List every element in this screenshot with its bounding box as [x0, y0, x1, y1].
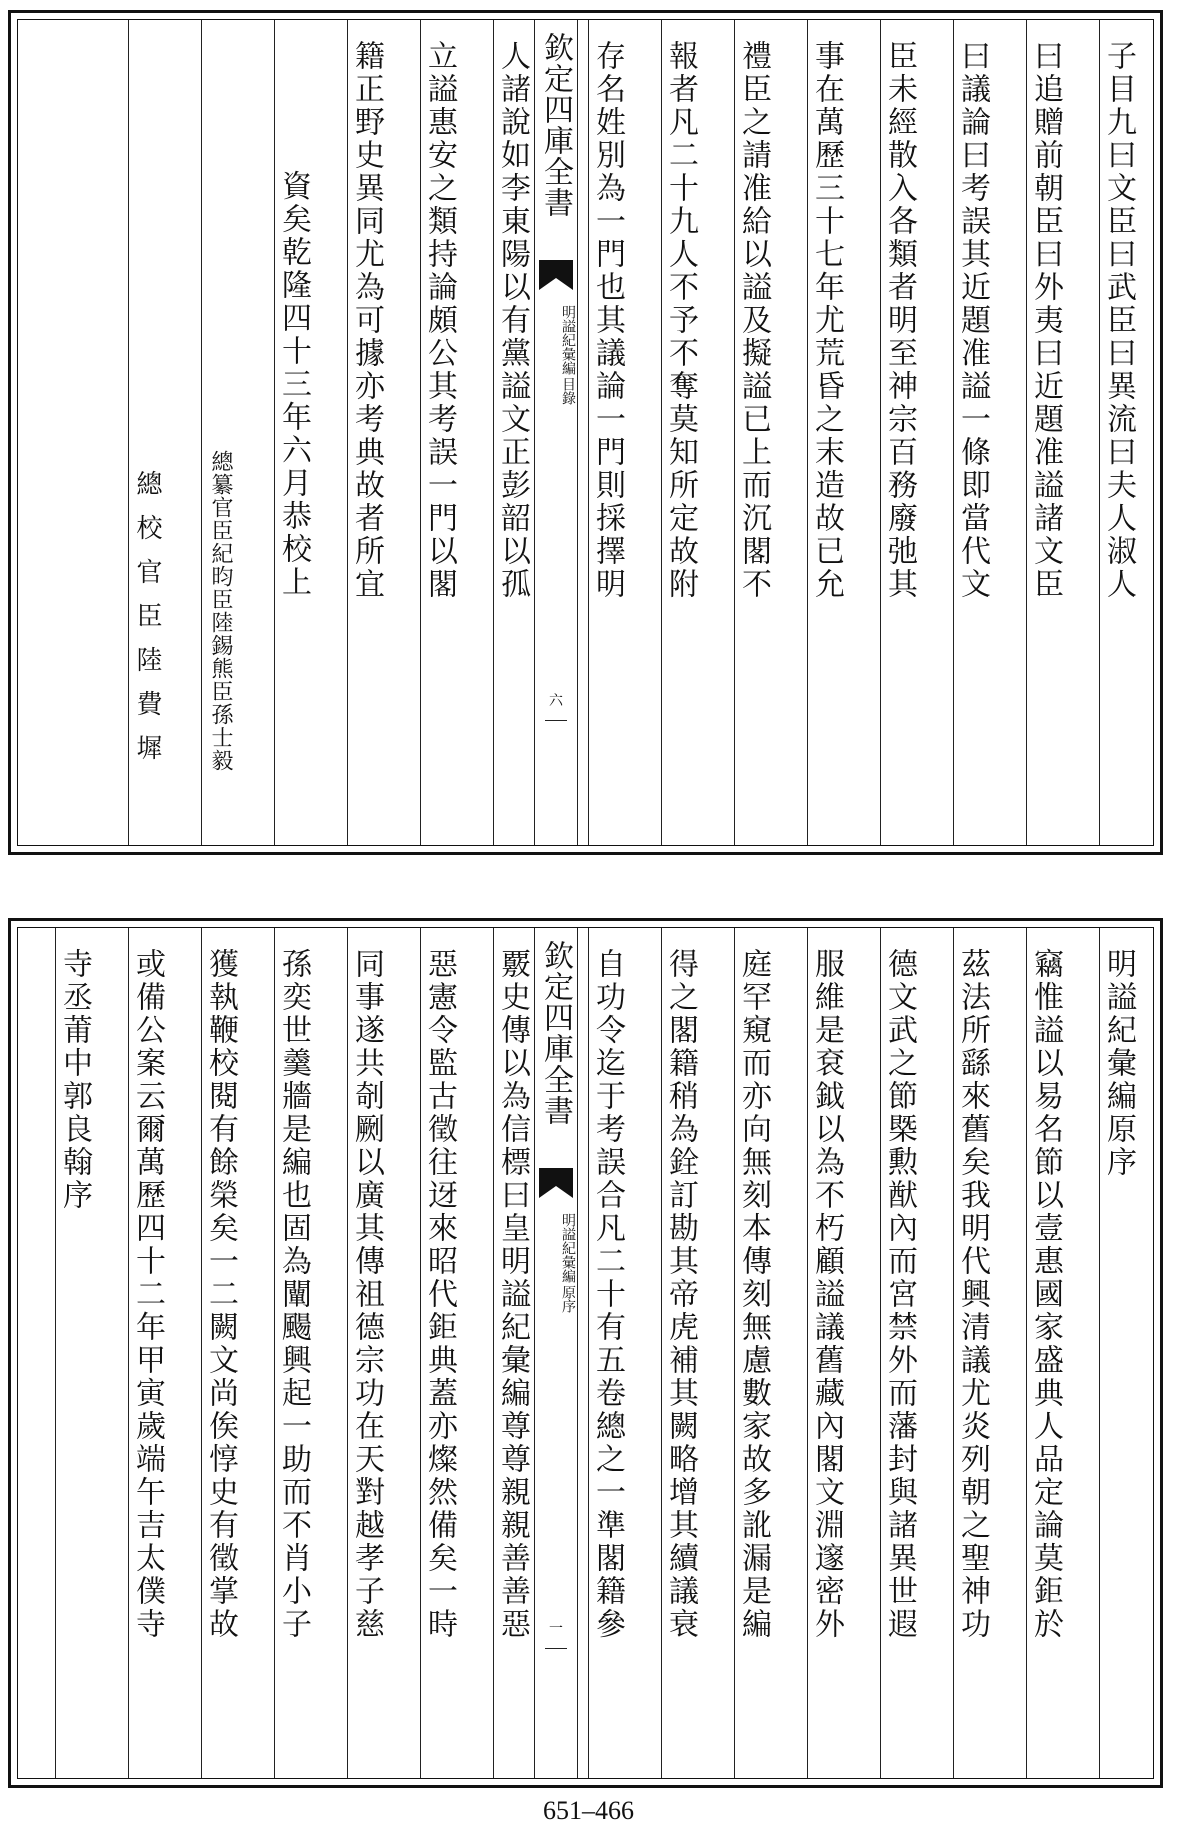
top-column-6: 禮臣之請准給以謚及擬謚已上而沉閣不 [734, 20, 772, 845]
bottom-banner-section: 原序 [560, 1285, 576, 1313]
bottom-banner-title: 欽定四庫全書 [538, 940, 573, 1126]
top-column-2: 曰追贈前朝臣曰外夷曰近題准謚諸文臣 [1026, 20, 1064, 845]
bottom-column-11: 同事遂共剞劂以廣其傳祖德宗功在天對越孝子慈 [347, 928, 385, 1778]
top-banner-section: 目錄 [560, 377, 576, 405]
bottom-column-14: 或備公案云爾萬歷四十二年甲寅歲端午吉太僕寺 [128, 928, 166, 1778]
bottom-column-3: 茲法所繇來舊矣我明代興清議尤炎列朝之聖神功 [953, 928, 991, 1778]
bottom-banner-page: 一 [549, 1621, 563, 1637]
top-banner-sub [535, 305, 577, 405]
top-page [8, 10, 1163, 855]
page-number-rule [545, 720, 567, 721]
page-reference: 651–466 [543, 1796, 634, 1825]
top-column-7: 報者凡二十九人不予不奪莫知所定故附 [661, 20, 699, 845]
top-page-frame [17, 19, 1154, 846]
bottom-column-15: 寺丞莆中郭良翰序 [55, 928, 93, 1778]
bottom-column-10: 惡憲令監古徵往迓來昭代鉅典蓋亦燦然備矣一時 [420, 928, 458, 1778]
top-column-11: 籍正野史異同尤為可據亦考典故者所宜 [347, 20, 385, 845]
top-column-14: 總校官臣陸費墀 [128, 20, 166, 845]
fish-tail-mark [539, 260, 573, 290]
top-column-9: 人諸說如李東陽以有黨謚文正彭韶以孤 [493, 20, 531, 845]
top-banner-book: 明謚紀彙編 [560, 305, 576, 375]
top-column-5: 事在萬歷三十七年尤荒昏之末造故已允 [807, 20, 845, 845]
bottom-column-5: 服維是袞鉞以為不朽顧謚議舊藏內閣文淵邃密外 [807, 928, 845, 1778]
top-column-4: 臣未經散入各類者明至神宗百務廢弛其 [880, 20, 918, 845]
bottom-column-12: 孫奕世羹牆是編也固為闡颺興起一助而不肖小子 [274, 928, 312, 1778]
top-banner-page: 六 [549, 693, 563, 709]
top-column-10: 立謚惠安之類持論頗公其考誤一門以閣 [420, 20, 458, 845]
top-column-8: 存名姓別為一門也其議論一門則採擇明 [588, 20, 626, 845]
top-column-3: 曰議論曰考誤其近題准謚一條即當代文 [953, 20, 991, 845]
bottom-page [8, 918, 1163, 1788]
bottom-column-2: 竊惟謚以易名節以壹惠國家盛典人品定論莫鉅於 [1026, 928, 1064, 1778]
bottom-column-4: 德文武之節槩勲猷內而宮禁外而藩封與諸異世遐 [880, 928, 918, 1778]
fish-tail-mark [539, 1168, 573, 1198]
bottom-banner-sub [535, 1213, 577, 1313]
bottom-column-1: 明謚紀彙編原序 [1099, 928, 1137, 1778]
bottom-column-8: 自功令迄于考誤合凡二十有五卷總之一準閣籍參 [588, 928, 626, 1778]
bottom-page-frame [17, 927, 1154, 1779]
top-banner-title: 欽定四庫全書 [538, 32, 573, 218]
top-column-13: 總纂官臣紀昀臣陸錫熊臣孫士毅 [201, 20, 239, 845]
bottom-column-6: 庭罕窺而亦向無刻本傳刻無慮數家故多訛漏是編 [734, 928, 772, 1778]
bottom-column-7: 得之閣籍稍為銓訂勘其帝虎補其闕略增其續議衰 [661, 928, 699, 1778]
bottom-column-13: 獲執鞭校閱有餘榮矣一二闕文尚俟惇史有徵掌故 [201, 928, 239, 1778]
page-number-rule [545, 1648, 567, 1649]
bottom-column-9: 覈史傳以為信標曰皇明謚紀彙編尊尊親親善善惡 [493, 928, 531, 1778]
top-banner [534, 20, 578, 845]
bottom-banner-book: 明謚紀彙編 [560, 1213, 576, 1283]
top-column-12: 資矣乾隆四十三年六月恭校上 [274, 20, 312, 845]
bottom-banner [534, 928, 578, 1778]
top-column-1: 子目九曰文臣曰武臣曰異流曰夫人淑人 [1099, 20, 1137, 845]
